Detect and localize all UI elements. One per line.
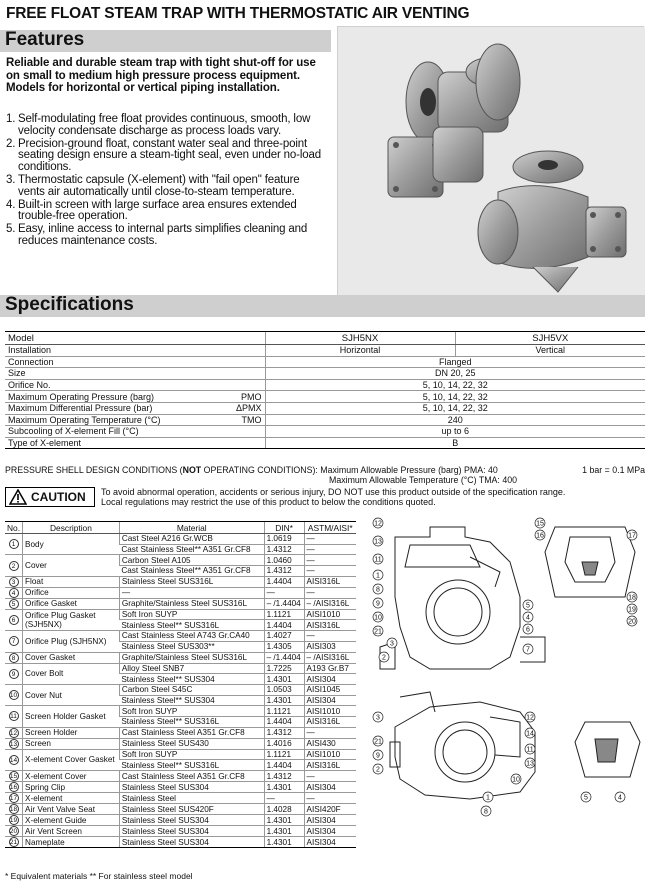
part-number [5, 663, 23, 684]
spec-label: Subcooling of X-element Fill (°C) [5, 426, 205, 438]
part-number [5, 555, 23, 576]
features-heading: Features [5, 29, 85, 50]
part-description: Cover Nut [23, 684, 120, 705]
part-din: 1.1121 [264, 706, 304, 717]
unit-ratio: 1 bar = 0.1 MPa [582, 465, 645, 475]
tma-value: Maximum Allowable Temperature (°C) TMA: 400 [329, 475, 517, 485]
callout-label: 17 [628, 532, 636, 540]
specifications-table [5, 331, 645, 449]
part-din: 1.4312 [264, 544, 304, 555]
features-heading-bar [0, 30, 331, 52]
spec-value: 5, 10, 14, 22, 32 [265, 379, 645, 391]
part-material: Soft Iron SUYP [119, 749, 264, 760]
parts-row [5, 706, 356, 717]
callout-label: 7 [526, 646, 530, 654]
spec-row [5, 379, 645, 391]
parts-row [5, 749, 356, 760]
part-din: 1.4305 [264, 641, 304, 652]
part-din: — [264, 587, 304, 598]
part-number [5, 576, 23, 587]
spec-value: B [265, 437, 645, 449]
part-description: Spring Clip [23, 782, 120, 793]
callout-label: 9 [376, 752, 380, 760]
callout-label: 8 [376, 586, 380, 594]
part-description: Air Vent Valve Seat [23, 804, 120, 815]
feature-number: 3. [6, 173, 16, 186]
part-description: Cover [23, 555, 120, 576]
spec-label: Maximum Operating Temperature (°C) [5, 414, 205, 426]
part-number [5, 598, 23, 609]
feature-item [6, 200, 324, 224]
part-astm: — [304, 587, 356, 598]
parts-row [5, 815, 356, 826]
part-material: Stainless Steel SUS420F [119, 804, 264, 815]
part-number-circle: 7 [9, 636, 19, 646]
callout-label: 10 [512, 776, 520, 784]
spec-label: Connection [5, 356, 205, 368]
feature-text: Precision-ground float, constant water seal and three-point seating design ensure a steam-tight seal, even under no-load conditions. [18, 137, 321, 174]
callout-label: 11 [526, 746, 534, 754]
parts-row [5, 534, 356, 545]
spec-value: 240 [265, 414, 645, 426]
parts-row [5, 631, 356, 642]
callout-label: 19 [628, 606, 636, 614]
part-material: Stainless Steel SUS304 [119, 782, 264, 793]
part-material: Stainless Steel SUS304 [119, 815, 264, 826]
parts-row [5, 598, 356, 609]
pressure-shell-conditions [5, 465, 645, 485]
part-din: 1.0503 [264, 684, 304, 695]
part-din: 1.4404 [264, 760, 304, 771]
part-astm: AISI316L [304, 576, 356, 587]
callout-label: 9 [376, 600, 380, 608]
part-din: 1.4016 [264, 738, 304, 749]
part-material: Cast Stainless Steel** A351 Gr.CF8 [119, 544, 264, 555]
warning-icon [9, 489, 27, 505]
part-material: Stainless Steel SUS303** [119, 641, 264, 652]
pressure-shell-suffix: OPERATING CONDITIONS): [201, 465, 318, 475]
feature-item [6, 224, 324, 248]
part-number [5, 837, 23, 848]
feature-text: Built-in screen with large surface area ensures extended trouble-free operation. [18, 198, 297, 223]
spec-row [5, 368, 645, 380]
part-din: 1.1121 [264, 749, 304, 760]
feature-number: 2. [6, 137, 16, 150]
part-material: Stainless Steel** SUS304 [119, 674, 264, 685]
callout-label: 14 [526, 730, 534, 738]
parts-row [5, 587, 356, 598]
part-number [5, 727, 23, 738]
spec-label: Size [5, 368, 205, 380]
part-astm: AISI1010 [304, 706, 356, 717]
parts-header-no: No. [5, 522, 23, 534]
part-number-circle: 14 [9, 756, 18, 764]
specifications-heading: Specifications [5, 294, 134, 315]
part-din: 1.4404 [264, 716, 304, 727]
spec-label: Installation [5, 345, 205, 357]
part-number-circle: 17 [9, 795, 18, 802]
part-material: Stainless Steel** SUS316L [119, 716, 264, 727]
part-astm: — [304, 566, 356, 577]
spec-label: Model [5, 332, 205, 345]
part-number-circle: 19 [9, 817, 18, 824]
callout-label: 21 [374, 738, 382, 746]
part-description: Orifice Plug Gasket (SJH5NX) [23, 609, 120, 630]
part-astm: – /AISI316L [304, 598, 356, 609]
part-description: Orifice Plug (SJH5NX) [23, 631, 120, 652]
feature-number: 5. [6, 223, 16, 236]
part-material: Stainless Steel SUS304 [119, 837, 264, 848]
pressure-shell-not: NOT [182, 465, 202, 475]
part-astm: AISI316L [304, 716, 356, 727]
spec-symbol [205, 426, 265, 438]
parts-row [5, 684, 356, 695]
spec-symbol [205, 356, 265, 368]
part-din: 1.4301 [264, 782, 304, 793]
part-number [5, 815, 23, 826]
part-material: Cast Stainless Steel A351 Gr.CF8 [119, 771, 264, 782]
part-description: X-element Guide [23, 815, 120, 826]
part-din: 1.7225 [264, 663, 304, 674]
part-description: Cover Gasket [23, 652, 120, 663]
spec-row [5, 345, 645, 357]
part-astm: AISI316L [304, 760, 356, 771]
specifications-heading-bar [0, 295, 645, 317]
part-material: Cast Stainless Steel A351 Gr.CF8 [119, 727, 264, 738]
feature-item [6, 139, 324, 174]
part-number-circle: 16 [9, 784, 18, 791]
callout-label: 4 [526, 614, 530, 622]
feature-text: Self-modulating free float provides continuous, smooth, low velocity condensate discharge as process loads vary. [18, 113, 311, 137]
parts-row [5, 727, 356, 738]
part-astm: AISI420F [304, 804, 356, 815]
part-din: 1.4312 [264, 566, 304, 577]
part-astm: AISI316L [304, 620, 356, 631]
parts-materials-table [5, 521, 356, 848]
product-photo [337, 26, 644, 297]
part-din: 1.4301 [264, 815, 304, 826]
part-astm: AISI1045 [304, 684, 356, 695]
spec-value-vx: Vertical [455, 345, 645, 357]
parts-row [5, 576, 356, 587]
part-number [5, 631, 23, 652]
part-din: 1.1121 [264, 609, 304, 620]
part-description: X-element Cover [23, 771, 120, 782]
spec-value-vx: SJH5VX [455, 332, 645, 345]
feature-text: Thermostatic capsule (X-element) with "fail open" feature vents air automatically until close-to-steam temperature. [18, 173, 300, 198]
callout-label: 10 [374, 614, 382, 622]
callout-label: 5 [584, 794, 588, 802]
spec-row [5, 414, 645, 426]
part-number [5, 804, 23, 815]
part-astm: AISI304 [304, 837, 356, 848]
callout-label: 6 [526, 626, 530, 634]
callout-label: 3 [376, 714, 380, 722]
part-description: Air Vent Screen [23, 826, 120, 837]
part-number [5, 749, 23, 770]
part-material: Stainless Steel SUS304 [119, 826, 264, 837]
callout-label: 13 [526, 760, 534, 768]
part-din: 1.0460 [264, 555, 304, 566]
cross-section-diagrams [370, 517, 648, 879]
spec-row [5, 332, 645, 345]
part-din: 1.4312 [264, 727, 304, 738]
spec-symbol [205, 379, 265, 391]
features-list [6, 114, 324, 249]
part-number-circle: 2 [9, 561, 19, 571]
parts-row [5, 652, 356, 663]
callout-label: 1 [486, 794, 490, 802]
part-number-circle: 6 [9, 615, 19, 625]
spec-value: Flanged [265, 356, 645, 368]
parts-row [5, 771, 356, 782]
part-number [5, 706, 23, 727]
spec-value-nx: SJH5NX [265, 332, 455, 345]
part-din: 1.4301 [264, 837, 304, 848]
part-number [5, 652, 23, 663]
spec-label: Type of X-element [5, 437, 205, 449]
feature-number: 1. [6, 113, 16, 125]
part-din: 1.4301 [264, 674, 304, 685]
part-material: — [119, 587, 264, 598]
part-din: 1.4301 [264, 826, 304, 837]
caution-label: CAUTION [31, 490, 86, 504]
part-din: 1.4404 [264, 576, 304, 587]
part-number [5, 738, 23, 749]
callout-label: 1 [376, 572, 380, 580]
part-din: 1.0619 [264, 534, 304, 545]
part-description: Cover Bolt [23, 663, 120, 684]
part-description: Screen [23, 738, 120, 749]
caution-text-2: Local regulations may restrict the use of this product to below the conditions quoted. [101, 497, 436, 507]
callout-label: 4 [618, 794, 622, 802]
part-number [5, 793, 23, 804]
parts-row [5, 826, 356, 837]
part-description: Orifice [23, 587, 120, 598]
spec-symbol: TMO [205, 414, 265, 426]
parts-row [5, 837, 356, 848]
part-number-circle: 4 [9, 588, 19, 598]
part-astm: AISI430 [304, 738, 356, 749]
feature-item [6, 175, 324, 199]
part-number [5, 587, 23, 598]
part-din: 1.4404 [264, 620, 304, 631]
page-title: FREE FLOAT STEAM TRAP WITH THERMOSTATIC AIR VENTING [6, 5, 470, 22]
parts-row [5, 663, 356, 674]
features-intro: Reliable and durable steam trap with tight shut-off for use on small to medium high pressure process equipment. Models for horizontal or vertical piping installation. [6, 57, 316, 94]
spec-symbol [205, 345, 265, 357]
part-number-circle: 15 [9, 773, 18, 780]
part-description: X-element Cover Gasket [23, 749, 120, 770]
part-astm: — [304, 793, 356, 804]
callout-label: 21 [374, 628, 382, 636]
part-din: — [264, 793, 304, 804]
part-material: Stainless Steel SUS430 [119, 738, 264, 749]
part-description: Body [23, 534, 120, 555]
parts-header-mat: Material [119, 522, 264, 534]
part-astm: — [304, 555, 356, 566]
part-number-circle: 1 [9, 539, 19, 549]
part-material: Cast Steel A216 Gr.WCB [119, 534, 264, 545]
parts-row [5, 738, 356, 749]
part-astm: — [304, 631, 356, 642]
callout-label: 18 [628, 594, 636, 602]
part-number [5, 609, 23, 630]
part-din: 1.4312 [264, 771, 304, 782]
spec-symbol [205, 368, 265, 380]
callout-label: 12 [526, 714, 534, 722]
part-material: Graphite/Stainless Steel SUS316L [119, 652, 264, 663]
spec-row [5, 402, 645, 414]
part-number-circle: 10 [9, 692, 18, 700]
parts-row [5, 609, 356, 620]
part-astm: — [304, 771, 356, 782]
part-description: Float [23, 576, 120, 587]
part-astm: — [304, 727, 356, 738]
part-material: Stainless Steel SUS316L [119, 576, 264, 587]
callout-label: 12 [374, 520, 382, 528]
part-description: Orifice Gasket [23, 598, 120, 609]
part-number-circle: 5 [9, 599, 19, 609]
part-number-circle: 11 [10, 713, 17, 721]
part-number [5, 684, 23, 705]
callout-label: 5 [526, 602, 530, 610]
callout-label: 3 [390, 640, 394, 648]
callout-label: 15 [536, 520, 544, 528]
part-number-circle: 8 [9, 653, 19, 663]
parts-header-row [5, 522, 356, 534]
spec-row [5, 391, 645, 403]
part-number [5, 771, 23, 782]
spec-value: up to 6 [265, 426, 645, 438]
parts-row [5, 793, 356, 804]
callout-label: 2 [382, 654, 386, 662]
part-material: Alloy Steel SNB7 [119, 663, 264, 674]
part-number-circle: 12 [9, 729, 18, 737]
spec-label: Maximum Differential Pressure (bar) [5, 402, 205, 414]
part-number-circle: 9 [9, 669, 19, 679]
part-din: – /1.4404 [264, 652, 304, 663]
caution-text [101, 487, 646, 507]
callout-label: 8 [484, 808, 488, 816]
spec-value: 5, 10, 14, 22, 32 [265, 402, 645, 414]
feature-item [6, 114, 324, 138]
part-material: Carbon Steel S45C [119, 684, 264, 695]
part-astm: AISI304 [304, 674, 356, 685]
part-material: Graphite/Stainless Steel SUS316L [119, 598, 264, 609]
feature-text: Easy, inline access to internal parts simplifies cleaning and reduces maintenance costs. [18, 223, 308, 247]
part-din: 1.4301 [264, 695, 304, 706]
part-astm: AISI303 [304, 641, 356, 652]
spec-value: DN 20, 25 [265, 368, 645, 380]
part-material: Stainless Steel** SUS304 [119, 695, 264, 706]
part-number-circle: 3 [9, 577, 19, 587]
callout-label: 20 [628, 618, 636, 626]
callout-label: 2 [376, 766, 380, 774]
part-number-circle: 21 [9, 839, 18, 846]
part-astm: AISI1010 [304, 609, 356, 620]
parts-row [5, 804, 356, 815]
part-din: 1.4028 [264, 804, 304, 815]
parts-row [5, 555, 356, 566]
parts-header-din: DIN* [264, 522, 304, 534]
part-astm: A193 Gr.B7 [304, 663, 356, 674]
parts-footnote: * Equivalent materials ** For stainless steel model [5, 871, 193, 881]
parts-row [5, 782, 356, 793]
part-astm: AISI304 [304, 826, 356, 837]
part-description: Screen Holder Gasket [23, 706, 120, 727]
part-material: Soft Iron SUYP [119, 706, 264, 717]
part-astm: — [304, 534, 356, 545]
spec-value-nx: Horizontal [265, 345, 455, 357]
callout-label: 11 [374, 556, 382, 564]
spec-row [5, 356, 645, 368]
part-astm: – /AISI316L [304, 652, 356, 663]
part-number [5, 826, 23, 837]
part-description: Screen Holder [23, 727, 120, 738]
spec-value: 5, 10, 14, 22, 32 [265, 391, 645, 403]
part-astm: AISI304 [304, 815, 356, 826]
part-material: Stainless Steel [119, 793, 264, 804]
part-material: Stainless Steel** SUS316L [119, 620, 264, 631]
pressure-shell-prefix: PRESSURE SHELL DESIGN CONDITIONS ( [5, 465, 183, 475]
part-material: Cast Stainless Steel A743 Gr.CA40 [119, 631, 264, 642]
spec-symbol: ΔPMX [205, 402, 265, 414]
part-number [5, 782, 23, 793]
callout-label: 13 [374, 538, 382, 546]
part-material: Cast Stainless Steel** A351 Gr.CF8 [119, 566, 264, 577]
part-number-circle: 20 [9, 828, 18, 835]
part-number-circle: 13 [9, 740, 18, 748]
part-number-circle: 18 [9, 806, 18, 813]
spec-symbol [205, 437, 265, 449]
feature-number: 4. [6, 198, 16, 211]
parts-header-desc: Description [23, 522, 120, 534]
part-astm: — [304, 544, 356, 555]
caution-text-1: To avoid abnormal operation, accidents or serious injury, DO NOT use this product outside of the specification range. [101, 487, 566, 497]
part-material: Stainless Steel** SUS316L [119, 760, 264, 771]
part-material: Carbon Steel A105 [119, 555, 264, 566]
part-description: Nameplate [23, 837, 120, 848]
part-material: Soft Iron SUYP [119, 609, 264, 620]
part-din: – /1.4404 [264, 598, 304, 609]
part-din: 1.4027 [264, 631, 304, 642]
part-astm: AISI1010 [304, 749, 356, 760]
pma-value: Maximum Allowable Pressure (barg) PMA: 40 [320, 465, 498, 475]
spec-symbol [205, 332, 265, 345]
spec-label: Maximum Operating Pressure (barg) [5, 391, 205, 403]
spec-row [5, 426, 645, 438]
part-astm: AISI304 [304, 695, 356, 706]
part-astm: AISI304 [304, 782, 356, 793]
spec-symbol: PMO [205, 391, 265, 403]
spec-row [5, 437, 645, 449]
part-description: X-element [23, 793, 120, 804]
part-number [5, 534, 23, 555]
callout-label: 16 [536, 532, 544, 540]
caution-badge [5, 487, 95, 507]
parts-header-astm: ASTM/AISI* [304, 522, 356, 534]
spec-label: Orifice No. [5, 379, 205, 391]
